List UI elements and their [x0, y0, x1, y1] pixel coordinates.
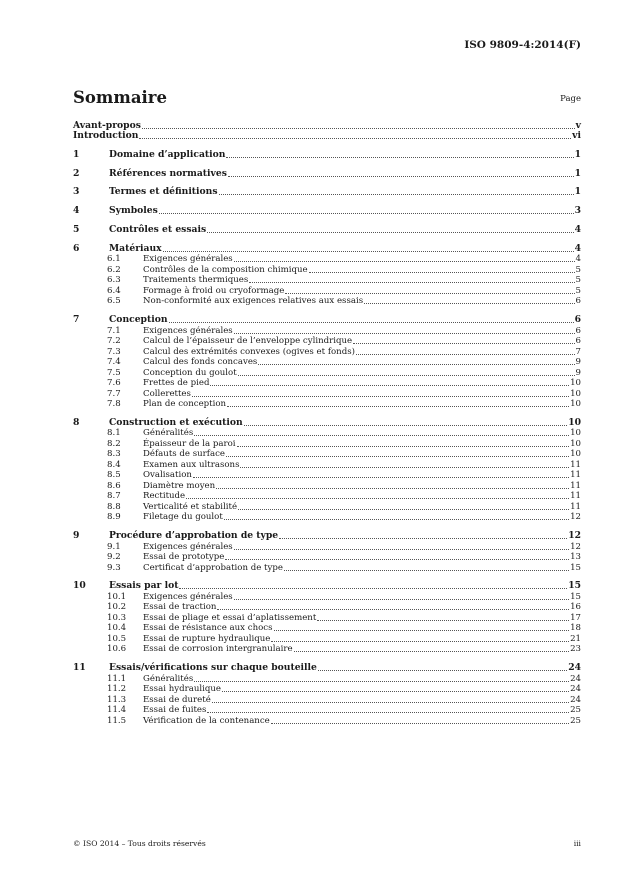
toc-entry[interactable]: [73, 417, 581, 428]
toc-entry-page: 10: [570, 438, 581, 449]
toc-entry-page: 13: [570, 552, 581, 563]
toc-entry-page: 24: [570, 694, 581, 705]
toc-entry-title: Essai de résistance aux chocs: [143, 623, 273, 634]
toc-entry-page: 6: [574, 314, 581, 326]
toc-entry-number: 10.1: [107, 591, 127, 602]
dot-leader: [226, 455, 569, 457]
toc-entry-number: 8.6: [107, 480, 121, 491]
toc-entry-page: 15: [568, 580, 581, 592]
dot-leader: [309, 271, 575, 273]
toc-entry[interactable]: [73, 243, 581, 254]
toc-subentry[interactable]: [73, 378, 581, 389]
toc-subentry[interactable]: [73, 285, 581, 296]
toc-entry-title: Diamètre moyen: [143, 480, 216, 491]
toc-entry-number: 10: [73, 580, 86, 592]
toc-entry-title: Collerettes: [143, 388, 191, 399]
toc-entry-title: Rectitude: [143, 491, 186, 502]
dot-leader: [222, 690, 569, 692]
dot-leader: [238, 508, 569, 510]
toc-entry-number: 7.1: [107, 325, 121, 336]
toc-entry-title: Plan de conception: [143, 399, 227, 410]
toc-subentry[interactable]: [73, 501, 581, 512]
toc-entry-page: 4: [574, 223, 581, 235]
toc-entry-title: Procédure d’approbation de type: [109, 530, 279, 542]
dot-leader: [194, 434, 569, 436]
toc-entry-number: 8.3: [107, 449, 121, 460]
toc-entry-page: 10: [570, 399, 581, 410]
dot-leader: [210, 384, 569, 386]
toc-entry-page: 6: [575, 325, 581, 336]
toc-subentry[interactable]: [73, 512, 581, 523]
dot-leader: [224, 518, 569, 520]
toc-subentry[interactable]: [73, 438, 581, 449]
toc-subentry[interactable]: [73, 633, 581, 644]
toc-entry-title: Introduction: [73, 130, 139, 141]
toc-entry-number: 8.2: [107, 438, 121, 449]
toc-subentry[interactable]: [73, 254, 581, 265]
dot-leader: [318, 669, 567, 671]
toc-entry-page: 11: [570, 491, 581, 502]
toc-entry-number: 9.1: [107, 541, 121, 552]
dot-leader: [353, 342, 574, 344]
toc-subentry[interactable]: [73, 264, 581, 275]
toc-subentry[interactable]: [73, 684, 581, 695]
toc-subentry[interactable]: [73, 612, 581, 623]
toc-entry-page: 6: [575, 336, 581, 347]
toc-subentry[interactable]: [73, 491, 581, 502]
toc-entry-page: 10: [570, 428, 581, 439]
toc-entry-title: Essai de prototype: [143, 552, 225, 563]
toc-entry-page: 25: [570, 705, 581, 716]
toc-entry-page: 10: [570, 449, 581, 460]
dot-leader: [163, 250, 574, 252]
toc-entry-number: 4: [73, 205, 80, 217]
toc-entry-title: Conception du goulot: [143, 367, 237, 378]
toc-subentry[interactable]: [73, 449, 581, 460]
copyright-notice: © ISO 2014 – Tous droits réservés: [73, 839, 206, 848]
toc-entry-title: Essais/vérifications sur chaque bouteille: [109, 662, 317, 674]
toc-entry[interactable]: [73, 581, 581, 592]
toc-entry-title: Formage à froid ou cryoformage: [143, 285, 285, 296]
toc-entry[interactable]: [73, 315, 581, 326]
toc-entry-page: 12: [570, 541, 581, 552]
toc-subentry[interactable]: [73, 552, 581, 563]
toc-entry-page: 24: [568, 662, 581, 674]
toc-entry-page: 25: [570, 715, 581, 726]
toc-entry-page: 12: [568, 530, 581, 542]
toc-entry-number: 7: [73, 314, 80, 326]
dot-leader: [169, 321, 574, 323]
toc-entry-number: 3: [73, 186, 80, 198]
dot-leader: [234, 548, 569, 550]
toc-entry-title: Exigences générales: [143, 541, 233, 552]
toc-entry-title: Généralités: [143, 673, 194, 684]
toc-entry-title: Défauts de surface: [143, 449, 225, 460]
toc-entry-title: Conception: [109, 314, 168, 326]
toc-entry-title: Frettes de pied: [143, 378, 210, 389]
toc-entry-title: Non-conformité aux exigences relatives aux essais: [143, 296, 364, 307]
toc-entry-number: 7.4: [107, 357, 121, 368]
toc-entry[interactable]: [73, 531, 581, 542]
page-column-label: Page: [560, 94, 581, 104]
toc-entry-number: 2: [73, 167, 80, 179]
toc-entry-page: 5: [575, 285, 581, 296]
dot-leader: [258, 363, 574, 365]
toc-entry-number: 9.3: [107, 562, 121, 573]
toc-entry-number: 8: [73, 416, 80, 428]
toc-entry-number: 5: [73, 223, 80, 235]
toc-entry-page: 11: [570, 480, 581, 491]
toc-subentry[interactable]: [73, 623, 581, 634]
toc-entry-number: 11.2: [107, 684, 127, 695]
toc-entry-page: 21: [570, 633, 581, 644]
toc-entry-page: 5: [575, 264, 581, 275]
toc-subentry[interactable]: [73, 336, 581, 347]
dot-leader: [244, 424, 568, 426]
toc-entry-title: Domaine d’application: [109, 148, 226, 160]
dot-leader: [294, 650, 570, 652]
toc-entry-number: 11.3: [107, 694, 127, 705]
toc-subentry[interactable]: [73, 541, 581, 552]
toc-entry-title: Avant-propos: [73, 119, 141, 131]
dot-leader: [217, 608, 569, 610]
toc-entry-page: vi: [572, 130, 581, 141]
toc-entry-page: 23: [570, 644, 581, 655]
toc-entry-page: 9: [575, 357, 581, 368]
toc-subentry[interactable]: [73, 602, 581, 613]
toc-entry-number: 11.1: [107, 673, 127, 684]
toc-entry-title: Essai de dureté: [143, 694, 211, 705]
toc-entry-page: 16: [570, 602, 581, 613]
toc-entry-title: Épaisseur de la paroi: [143, 438, 236, 449]
toc-entry-page: 1: [574, 186, 581, 198]
toc-entry[interactable]: [73, 168, 581, 179]
toc-entry-title: Contrôles et essais: [109, 223, 207, 235]
toc-entry-title: Construction et exécution: [109, 416, 243, 428]
toc-entry[interactable]: [73, 187, 581, 198]
toc-subentry[interactable]: [73, 480, 581, 491]
toc-entry-number: 8.4: [107, 459, 121, 470]
toc-entry-number: 11.4: [107, 705, 127, 716]
toc-entry-title: Essai de pliage et essai d’aplatissement: [143, 612, 317, 623]
dot-leader: [356, 353, 575, 355]
toc-subentry[interactable]: [73, 715, 581, 726]
toc-entry-number: 9: [73, 530, 80, 542]
toc-entry[interactable]: [73, 149, 581, 160]
toc-entry-title: Exigences générales: [143, 325, 233, 336]
toc-entry-title: Calcul des extrémités convexes (ogives et fonds): [143, 346, 355, 357]
toc-entry-title: Symboles: [109, 205, 158, 217]
dot-leader: [207, 231, 573, 233]
toc-entry[interactable]: [73, 206, 581, 217]
toc-entry-title: Matériaux: [109, 242, 162, 254]
toc-entry-page: 11: [570, 470, 581, 481]
dot-leader: [228, 175, 574, 177]
toc-entry-title: Références normatives: [109, 167, 227, 179]
toc-entry-number: 8.9: [107, 512, 121, 523]
toc-entry-title: Essai de fuites: [143, 705, 207, 716]
toc-entry-number: 8.7: [107, 491, 121, 502]
toc-entry-title: Exigences générales: [143, 254, 233, 265]
dot-leader: [194, 680, 569, 682]
toc-entry[interactable]: [73, 224, 581, 235]
toc-entry-title: Essai de traction: [143, 602, 217, 613]
toc-entry-page: 15: [570, 562, 581, 573]
dot-leader: [238, 374, 575, 376]
toc-entry-title: Essais par lot: [109, 580, 179, 592]
toc-subentry[interactable]: [73, 459, 581, 470]
dot-leader: [179, 587, 567, 589]
toc-subentry[interactable]: [73, 428, 581, 439]
toc-entry-number: 10.2: [107, 602, 127, 613]
dot-leader: [234, 260, 575, 262]
dot-leader: [364, 302, 574, 304]
toc-subentry[interactable]: [73, 325, 581, 336]
dot-leader: [240, 466, 569, 468]
dot-leader: [274, 629, 570, 631]
toc-entry-page: 5: [575, 275, 581, 286]
toc-entry[interactable]: [73, 663, 581, 674]
toc-entry-title: Certificat d’approbation de type: [143, 562, 283, 573]
toc-entry-number: 6.3: [107, 275, 121, 286]
toc-entry-number: 7.6: [107, 378, 121, 389]
toc-subentry[interactable]: [73, 275, 581, 286]
toc-subentry[interactable]: [73, 296, 581, 307]
toc-subentry[interactable]: [73, 705, 581, 716]
toc-entry-number: 7.3: [107, 346, 121, 357]
toc-entry-title: Ovalisation: [143, 470, 192, 481]
toc-entry-number: 7.5: [107, 367, 121, 378]
toc-entry-number: 7.7: [107, 388, 121, 399]
toc-subentry[interactable]: [73, 694, 581, 705]
toc-subentry[interactable]: [73, 399, 581, 410]
toc-entry-number: 10.6: [107, 644, 127, 655]
toc-entry-number: 7.8: [107, 399, 121, 410]
toc-subentry[interactable]: [73, 346, 581, 357]
dot-leader: [234, 332, 575, 334]
dot-leader: [225, 558, 569, 560]
toc-entry-number: 7.2: [107, 336, 121, 347]
dot-leader: [317, 619, 569, 621]
toc-entry-number: 6: [73, 242, 80, 254]
toc-subentry[interactable]: [73, 673, 581, 684]
table-of-contents: [73, 120, 581, 726]
toc-subentry[interactable]: [73, 357, 581, 368]
toc-heading: [73, 88, 581, 108]
dot-leader: [237, 445, 570, 447]
toc-entry-page: 6: [575, 296, 581, 307]
dot-leader: [271, 722, 569, 724]
toc-entry-page: 7: [575, 346, 581, 357]
toc-entry-page: 10: [570, 378, 581, 389]
toc-entry-title: Essai hydraulique: [143, 684, 221, 695]
document-id: ISO 9809-4:2014(F): [464, 39, 581, 51]
toc-entry-number: 10.4: [107, 623, 127, 634]
toc-subentry[interactable]: [73, 644, 581, 655]
toc-entry-page: 12: [570, 512, 581, 523]
dot-leader: [212, 701, 569, 703]
toc-entry-page: 1: [574, 148, 581, 160]
toc-entry-page: 10: [570, 388, 581, 399]
toc-entry-page: 11: [570, 459, 581, 470]
toc-entry-title: Calcul de l’épaisseur de l’enveloppe cylindrique: [143, 336, 353, 347]
dot-leader: [226, 156, 573, 158]
dot-leader: [186, 497, 569, 499]
toc-entry-number: 6.2: [107, 264, 121, 275]
toc-entry-page: v: [575, 119, 581, 131]
dot-leader: [159, 212, 574, 214]
toc-entry-number: 11.5: [107, 715, 127, 726]
toc-entry-page: 1: [574, 167, 581, 179]
toc-title: Sommaire: [73, 88, 167, 107]
toc-entry-title: Calcul des fonds concaves: [143, 357, 258, 368]
toc-entry-title: Essai de corrosion intergranulaire: [143, 644, 293, 655]
toc-entry-page: 17: [570, 612, 581, 623]
toc-entry[interactable]: [73, 120, 581, 131]
dot-leader: [271, 640, 569, 642]
toc-entry-number: 9.2: [107, 552, 121, 563]
page-number: iii: [573, 839, 581, 848]
toc-entry-page: 15: [570, 591, 581, 602]
toc-entry-number: 10.5: [107, 633, 127, 644]
toc-entry-page: 24: [570, 673, 581, 684]
dot-leader: [227, 405, 569, 407]
toc-entry-page: 3: [574, 205, 581, 217]
toc-entry-title: Examen aux ultrasons: [143, 459, 240, 470]
dot-leader: [284, 569, 569, 571]
toc-entry-title: Traitements thermiques: [143, 275, 249, 286]
toc-entry-title: Essai de rupture hydraulique: [143, 633, 271, 644]
toc-entry[interactable]: [73, 131, 581, 142]
toc-entry-number: 11: [73, 662, 86, 674]
dot-leader: [142, 127, 575, 129]
toc-subentry[interactable]: [73, 367, 581, 378]
toc-entry-page: 4: [575, 254, 581, 265]
dot-leader: [285, 292, 574, 294]
dot-leader: [207, 711, 569, 713]
dot-leader: [216, 487, 569, 489]
toc-subentry[interactable]: [73, 388, 581, 399]
toc-entry-number: 1: [73, 148, 80, 160]
dot-leader: [279, 537, 567, 539]
toc-entry-title: Exigences générales: [143, 591, 233, 602]
dot-leader: [192, 395, 569, 397]
dot-leader: [234, 598, 569, 600]
toc-entry-page: 9: [575, 367, 581, 378]
toc-entry-title: Filetage du goulot: [143, 512, 223, 523]
toc-entry-title: Termes et définitions: [109, 186, 218, 198]
toc-entry-number: 6.5: [107, 296, 121, 307]
toc-subentry[interactable]: [73, 470, 581, 481]
toc-entry-page: 18: [570, 623, 581, 634]
toc-entry-page: 24: [570, 684, 581, 695]
dot-leader: [193, 476, 569, 478]
toc-entry-title: Généralités: [143, 428, 194, 439]
toc-entry-title: Vérification de la contenance: [143, 715, 270, 726]
toc-entry-page: 4: [574, 242, 581, 254]
toc-entry-title: Contrôles de la composition chimique: [143, 264, 308, 275]
toc-entry-number: 10.3: [107, 612, 127, 623]
toc-entry-title: Verticalité et stabilité: [143, 501, 238, 512]
dot-leader: [249, 281, 574, 283]
dot-leader: [219, 193, 574, 195]
toc-subentry[interactable]: [73, 562, 581, 573]
toc-entry-number: 8.1: [107, 428, 121, 439]
toc-entry-page: 10: [568, 416, 581, 428]
toc-entry-number: 6.1: [107, 254, 121, 265]
toc-entry-page: 11: [570, 501, 581, 512]
dot-leader: [139, 137, 571, 139]
toc-entry-number: 8.8: [107, 501, 121, 512]
toc-subentry[interactable]: [73, 591, 581, 602]
toc-entry-number: 8.5: [107, 470, 121, 481]
toc-entry-number: 6.4: [107, 285, 121, 296]
